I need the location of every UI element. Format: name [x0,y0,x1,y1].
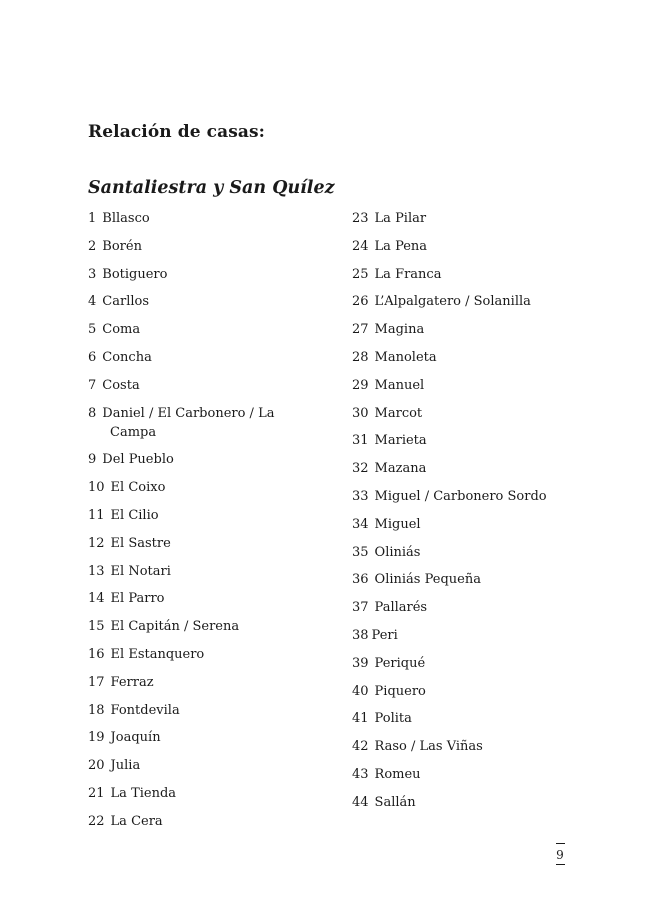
house-number: 24 [352,238,369,254]
house-entry [88,756,288,775]
page-heading: Relación de casas: [88,122,266,142]
house-name: Miguel / Carbonero Sordo [374,488,547,504]
house-name: Bllasco [102,211,150,226]
house-name: El Estanquero [110,646,205,662]
house-name: Carllos [102,294,150,310]
house-number: 38 [352,627,369,643]
house-number: 9 [88,452,97,468]
house-entry [88,728,288,747]
house-entry [352,348,582,367]
house-list-left-column [88,209,288,840]
house-number: 22 [88,813,105,829]
house-name: Peri [371,627,398,643]
house-number: 27 [352,322,369,338]
house-number: 21 [88,785,105,801]
house-number: 40 [352,683,369,699]
house-entry [352,570,582,589]
house-entry [88,645,288,664]
house-name: Romeu [374,766,421,782]
house-number: 36 [352,572,369,588]
house-name: Sallán [374,794,416,810]
house-entry [352,765,582,784]
house-name: Del Pueblo [102,452,174,468]
house-name: Mazana [374,461,427,477]
page-number [553,843,567,865]
house-number: 42 [352,739,369,755]
house-entry [88,404,288,442]
house-number: 31 [352,433,369,449]
house-name: Daniel / El Carbonero / La Campa [102,405,275,440]
house-number: 14 [88,591,105,607]
house-entry [88,812,288,831]
house-name: Joaquín [110,730,161,746]
house-number: 25 [352,266,369,282]
house-entry [88,348,288,367]
house-number: 32 [352,461,369,477]
house-list-right-column [352,209,582,821]
house-entry [88,701,288,720]
house-name: La Franca [374,266,442,282]
house-name: Manuel [374,377,425,393]
house-name: Manoleta [374,349,437,365]
house-entry [88,376,288,395]
house-number: 15 [88,619,105,635]
house-number: 29 [352,377,369,393]
house-entry [88,292,288,311]
house-entry [352,459,582,478]
house-number: 26 [352,294,369,310]
house-number: 1 [88,211,97,226]
house-number: 7 [88,377,97,393]
house-number: 39 [352,655,369,671]
house-number: 2 [88,238,97,254]
house-name: Oliniás [374,544,421,560]
house-name: L’Alpalgatero / Solanilla [374,294,531,310]
house-entry [352,709,582,728]
house-number: 34 [352,516,369,532]
house-entry [88,617,288,636]
house-number: 10 [88,480,105,496]
house-name: El Coixo [110,480,166,496]
house-name: Raso / Las Viñas [374,739,483,755]
house-entry [88,209,288,228]
house-entry [88,450,288,469]
house-entry [352,793,582,812]
folio-rule-bottom [556,864,565,865]
house-number: 33 [352,488,369,504]
house-number: 30 [352,405,369,421]
page-number-text: 9 [556,848,564,862]
house-number: 8 [88,405,97,421]
house-entry [352,209,582,228]
house-entry [352,654,582,673]
house-entry [352,404,582,423]
house-number: 19 [88,730,105,746]
house-name: Borén [102,238,142,254]
house-name: Miguel [374,516,421,532]
house-number: 28 [352,349,369,365]
house-number: 6 [88,349,97,365]
house-entry [88,534,288,553]
house-name: Piquero [374,683,426,699]
house-number: 41 [352,711,369,727]
house-name: Pallarés [374,600,428,616]
folio-rule-top [556,843,565,844]
house-name: El Capitán / Serena [110,619,240,635]
house-number: 13 [88,563,105,579]
house-name: Fontdevila [110,702,180,718]
house-number: 37 [352,600,369,616]
house-number: 3 [88,266,97,282]
house-entry [352,515,582,534]
house-number: 43 [352,766,369,782]
house-entry [352,431,582,450]
house-name: Ferraz [110,674,154,690]
house-number: 23 [352,211,369,226]
house-number: 11 [88,507,105,523]
house-name: Concha [102,349,152,365]
house-name: El Parro [110,591,165,607]
house-entry [88,237,288,256]
house-number: 5 [88,322,97,338]
section-subheading: Santaliestra y San Quílez [88,178,335,198]
house-name: Marcot [374,405,423,421]
house-entry [352,682,582,701]
house-entry [352,292,582,311]
house-name: El Cilio [110,507,159,523]
house-number: 4 [88,294,97,310]
house-number: 44 [352,794,369,810]
house-entry [352,320,582,339]
house-number: 20 [88,758,105,774]
house-name: Oliniás Pequeña [374,572,481,588]
house-name: Marieta [374,433,427,449]
house-entry [352,626,582,645]
house-entry [352,376,582,395]
house-entry [88,673,288,692]
house-name: Periqué [374,655,426,671]
house-entry [352,487,582,506]
house-entry [352,543,582,562]
house-name: La Tienda [110,785,177,801]
house-name: Coma [102,322,141,338]
house-name: El Sastre [110,535,171,551]
house-entry [88,320,288,339]
house-number: 17 [88,674,105,690]
house-entry [88,784,288,803]
house-entry [88,589,288,608]
house-entry [352,237,582,256]
house-number: 12 [88,535,105,551]
house-name: Botiguero [102,266,168,282]
house-entry [352,265,582,284]
house-name: La Pena [374,238,428,254]
house-name: Julia [110,758,141,774]
house-name: La Pilar [374,211,427,226]
house-number: 35 [352,544,369,560]
house-entry [352,737,582,756]
house-entry [352,598,582,617]
house-number: 18 [88,702,105,718]
house-name: Costa [102,377,140,393]
house-entry [88,506,288,525]
house-entry [88,478,288,497]
house-name: La Cera [110,813,163,829]
house-name: Magina [374,322,425,338]
house-entry [88,562,288,581]
house-entry [88,265,288,284]
house-number: 16 [88,646,105,662]
house-name: El Notari [110,563,171,579]
house-name: Polita [374,711,412,727]
